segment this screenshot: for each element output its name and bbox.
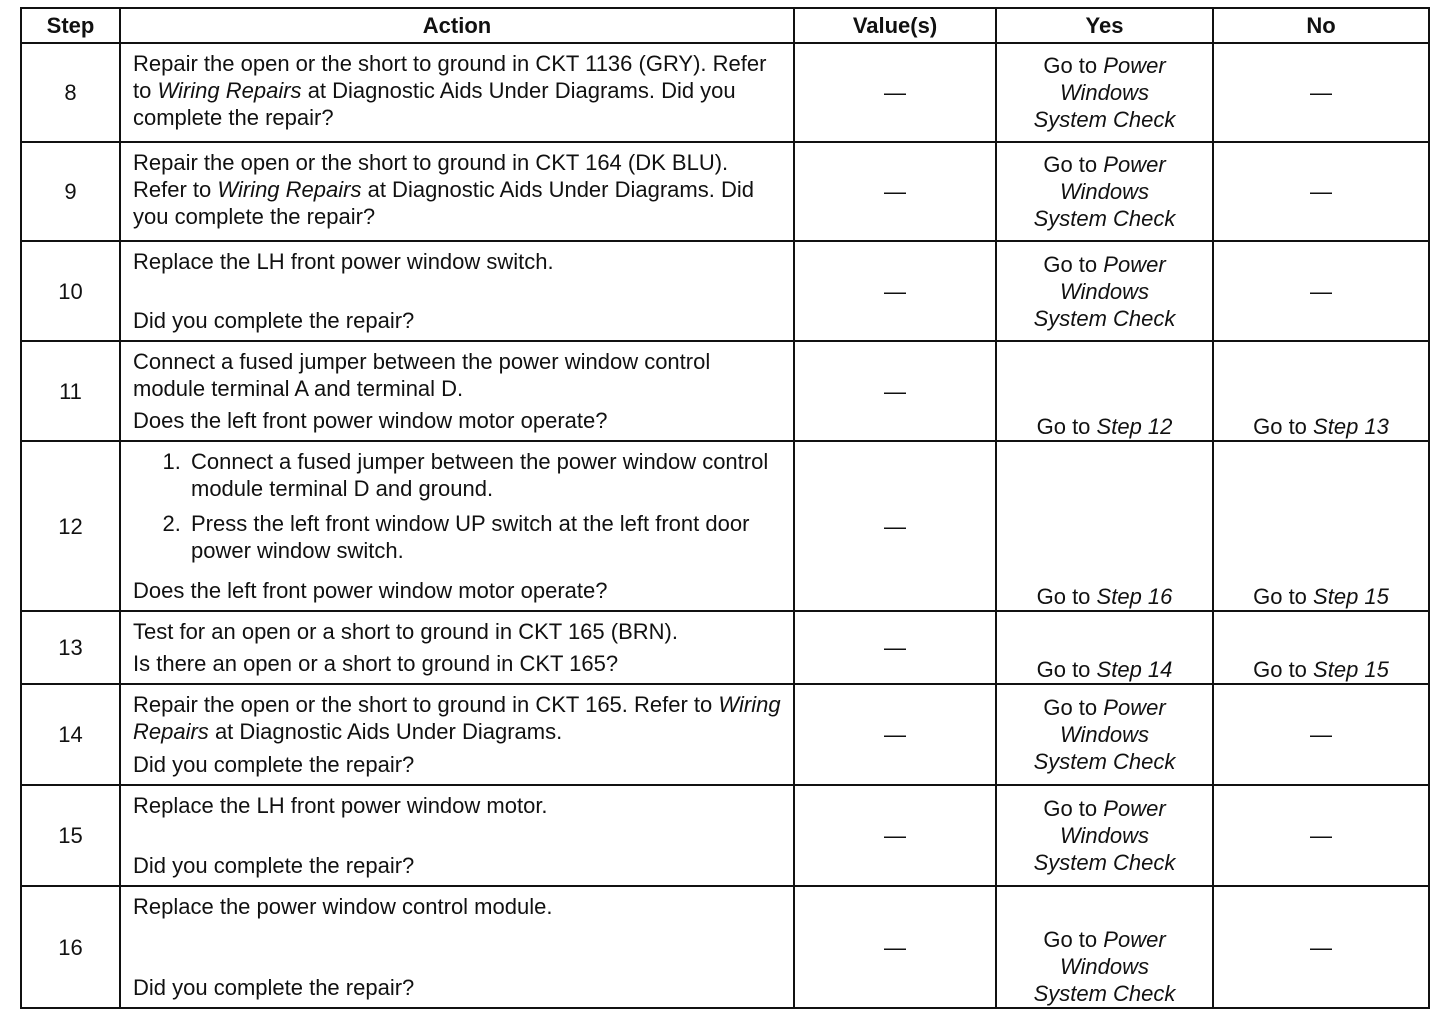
value-cell <box>794 241 996 341</box>
step-link[interactable]: Step 15 <box>1313 584 1389 609</box>
action-text: at Diagnostic Aids Under Diagrams. <box>214 719 563 744</box>
table-row <box>21 441 1429 611</box>
action-cell <box>120 611 794 684</box>
no-cell[interactable] <box>1213 611 1429 684</box>
goto-text: Go to <box>1036 584 1091 609</box>
action-text: Repair the open or the short to ground in CKT 1136 (GRY). Refer to <box>133 51 767 103</box>
step-link[interactable]: Step 16 <box>1096 584 1173 609</box>
header-action: Action <box>120 8 794 43</box>
action-question: Did you complete the repair? <box>133 853 415 878</box>
table-row <box>21 341 1429 441</box>
empty-value: — <box>884 278 906 304</box>
goto-text: Go to <box>1036 657 1091 682</box>
action-text: at Diagnostic Aids Under Diagrams. Did you complete the repair? <box>133 177 754 229</box>
power-windows-link[interactable]: Windows <box>1059 823 1150 848</box>
empty-value: — <box>884 179 906 204</box>
empty-value: — <box>884 80 906 105</box>
yes-cell[interactable] <box>996 886 1213 1008</box>
step-number: 16 <box>21 886 120 1008</box>
step-link[interactable]: Step 12 <box>1096 414 1173 439</box>
wiring-repairs-link[interactable]: Wiring Repairs <box>133 692 781 744</box>
no-cell <box>1213 43 1429 142</box>
action-question: Is there an open or a short to ground in CKT 165? <box>133 651 619 676</box>
yes-cell[interactable] <box>996 684 1213 785</box>
value-cell <box>794 341 996 441</box>
step-link[interactable]: Step 13 <box>1313 414 1389 439</box>
action-question: Does the left front power window motor operate? <box>133 578 608 603</box>
power-windows-link[interactable]: System Check <box>1033 107 1176 132</box>
step-number: 14 <box>21 684 120 785</box>
empty-value: — <box>1310 179 1332 204</box>
list-item: 1. Connect a fused jumper between the power window control module terminal D and ground. <box>187 448 783 502</box>
power-windows-link[interactable]: Windows <box>1059 278 1150 304</box>
action-question: Does the left front power window motor operate? <box>133 408 608 433</box>
table-row <box>21 886 1429 1008</box>
power-windows-link[interactable]: Power <box>1103 152 1166 177</box>
action-text: Replace the power window control module. <box>133 894 553 919</box>
value-cell <box>794 43 996 142</box>
wiring-repairs-link[interactable]: Wiring Repairs <box>157 78 302 103</box>
action-cell <box>120 684 794 785</box>
empty-value: — <box>884 722 906 747</box>
power-windows-link[interactable]: System Check <box>1033 305 1176 331</box>
yes-cell[interactable] <box>996 785 1213 886</box>
action-cell <box>120 886 794 1008</box>
action-question: Did you complete the repair? <box>133 975 415 1000</box>
no-cell[interactable] <box>1213 341 1429 441</box>
list-item: 2. Press the left front window UP switch at the left front door power window switch. <box>187 510 783 564</box>
value-cell <box>794 684 996 785</box>
power-windows-link[interactable]: System Check <box>1033 850 1176 875</box>
wiring-repairs-link[interactable]: Wiring Repairs <box>217 177 362 202</box>
action-cell <box>120 142 794 241</box>
step-number: 15 <box>21 785 120 886</box>
goto-text: Go to <box>1043 796 1098 821</box>
table-row <box>21 684 1429 785</box>
action-cell <box>120 341 794 441</box>
step-link[interactable]: Step 14 <box>1096 657 1173 682</box>
action-question: Did you complete the repair? <box>133 308 415 333</box>
action-cell <box>120 43 794 142</box>
power-windows-link[interactable]: Windows <box>1059 179 1150 204</box>
no-cell[interactable] <box>1213 441 1429 611</box>
step-number: 12 <box>21 441 120 611</box>
table-row <box>21 241 1429 341</box>
action-text: Connect a fused jumper between the power window control module terminal A and terminal D. <box>133 349 711 401</box>
diagnostic-table <box>20 7 1430 1009</box>
power-windows-link[interactable]: Windows <box>1059 80 1150 105</box>
value-cell <box>794 441 996 611</box>
action-question: Did you complete the repair? <box>133 752 415 777</box>
goto-text: Go to <box>1043 251 1098 277</box>
action-cell <box>120 785 794 886</box>
step-link[interactable]: Step 15 <box>1313 657 1389 682</box>
yes-cell[interactable] <box>996 611 1213 684</box>
action-cell <box>120 441 794 611</box>
empty-value: — <box>884 513 906 539</box>
table-row <box>21 611 1429 684</box>
empty-value: — <box>1310 823 1332 848</box>
no-cell <box>1213 886 1429 1008</box>
power-windows-link[interactable]: Power <box>1103 796 1166 821</box>
table-row <box>21 43 1429 142</box>
goto-text: Go to <box>1043 152 1098 177</box>
value-cell <box>794 785 996 886</box>
power-windows-link[interactable]: Power <box>1103 927 1166 952</box>
empty-value: — <box>884 934 906 960</box>
empty-value: — <box>884 378 906 404</box>
empty-value: — <box>1310 80 1332 105</box>
power-windows-link[interactable]: System Check <box>1033 206 1176 231</box>
power-windows-link[interactable]: Windows <box>1059 722 1150 747</box>
action-cell <box>120 241 794 341</box>
empty-value: — <box>1310 934 1332 960</box>
power-windows-link[interactable]: Windows <box>1059 954 1150 979</box>
goto-text: Go to <box>1043 695 1098 720</box>
header-values: Value(s) <box>794 8 996 43</box>
step-number: 11 <box>21 341 120 441</box>
step-number: 8 <box>21 43 120 142</box>
table-row <box>21 142 1429 241</box>
power-windows-link[interactable]: Power <box>1103 251 1166 277</box>
empty-value: — <box>1310 722 1332 747</box>
goto-text: Go to <box>1036 414 1091 439</box>
empty-value: — <box>1310 278 1332 304</box>
empty-value: — <box>884 635 906 660</box>
action-text: Replace the LH front power window switch. <box>133 249 554 274</box>
header-row <box>21 8 1429 43</box>
yes-cell[interactable] <box>996 142 1213 241</box>
action-text: Replace the LH front power window motor. <box>133 793 548 818</box>
empty-value: — <box>884 823 906 848</box>
step-number: 10 <box>21 241 120 341</box>
action-text: Repair the open or the short to ground in CKT 165. Refer to <box>133 692 713 717</box>
yes-cell[interactable] <box>996 241 1213 341</box>
goto-text: Go to <box>1253 414 1307 439</box>
goto-text: Go to <box>1253 657 1307 682</box>
value-cell <box>794 611 996 684</box>
value-cell <box>794 886 996 1008</box>
action-text: Repair the open or the short to ground in CKT 164 (DK BLU). Refer to <box>133 150 729 202</box>
header-yes: Yes <box>996 8 1213 43</box>
power-windows-link[interactable]: Power <box>1103 695 1166 720</box>
step-number: 13 <box>21 611 120 684</box>
yes-cell[interactable] <box>996 341 1213 441</box>
power-windows-link[interactable]: System Check <box>1033 749 1176 774</box>
no-cell <box>1213 142 1429 241</box>
header-step: Step <box>21 8 120 43</box>
step-number: 9 <box>21 142 120 241</box>
action-text: Test for an open or a short to ground in CKT 165 (BRN). <box>133 619 678 644</box>
power-windows-link[interactable]: System Check <box>1033 981 1176 1006</box>
header-no: No <box>1213 8 1429 43</box>
action-text: at Diagnostic Aids Under Diagrams. Did you complete the repair? <box>133 78 736 130</box>
value-cell <box>794 142 996 241</box>
action-steps <box>133 448 783 572</box>
goto-text: Go to <box>1043 927 1098 952</box>
yes-cell[interactable] <box>996 441 1213 611</box>
no-cell <box>1213 241 1429 341</box>
yes-cell[interactable] <box>996 43 1213 142</box>
goto-text: Go to <box>1043 53 1098 78</box>
table-row <box>21 785 1429 886</box>
no-cell <box>1213 785 1429 886</box>
no-cell <box>1213 684 1429 785</box>
power-windows-link[interactable]: Power <box>1103 53 1166 78</box>
goto-text: Go to <box>1253 584 1307 609</box>
